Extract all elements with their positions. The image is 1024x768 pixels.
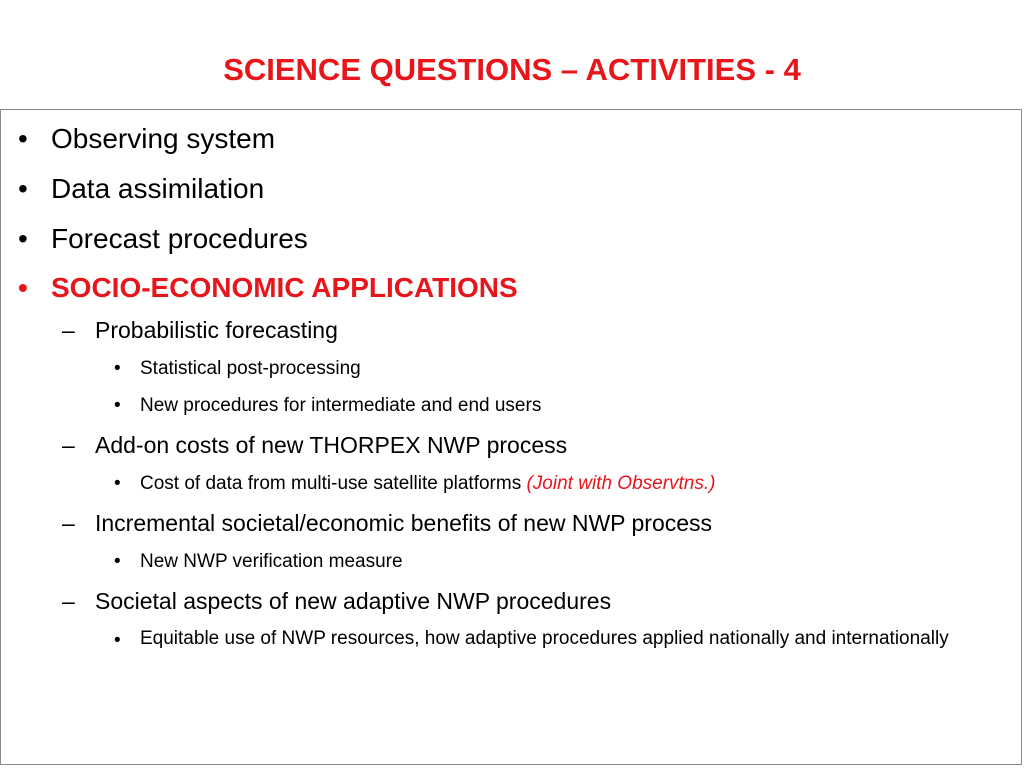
bullet-glyph: • [114,395,121,416]
bullet-text: Data assimilation [51,173,265,204]
dash-glyph: – [62,588,75,614]
subsub-text: Equitable use of NWP resources, how adaptive procedures applied nationally and internationally [140,628,949,649]
bullet-text: Observing system [51,123,276,154]
bullet-glyph: • [114,358,121,379]
bullet-glyph: • [18,123,28,154]
subsub-text: New procedures for intermediate and end users [140,395,542,416]
dash-glyph: – [62,510,75,536]
bullet-glyph: • [114,551,121,572]
bullet-glyph: • [114,473,121,494]
subsub-text: New NWP verification measure [140,551,403,572]
subsub-text [140,471,715,497]
bullet-glyph: • [18,272,28,303]
sub-text: Add-on costs of new THORPEX NWP process [95,432,568,458]
content-box [0,109,1022,765]
bullet-text: Forecast procedures [51,223,308,254]
subsub-text: Statistical post-processing [140,358,361,379]
bullet-glyph: • [18,173,28,204]
joint-note: (Joint with Observtns.) [526,473,716,494]
bullet-text: SOCIO-ECONOMIC APPLICATIONS [51,272,518,303]
sub-text: Probabilistic forecasting [95,317,338,343]
bullet-glyph: • [114,630,121,651]
sub-text: Societal aspects of new adaptive NWP procedures [95,588,612,614]
slide-title: SCIENCE QUESTIONS – ACTIVITIES - 4 [223,52,801,87]
dash-glyph: – [62,432,75,458]
sub-text: Incremental societal/economic benefits of new NWP process [95,510,713,536]
subsub-main-text: Cost of data from multi-use satellite platforms [140,473,527,494]
dash-glyph: – [62,317,75,343]
bullet-glyph: • [18,223,28,254]
